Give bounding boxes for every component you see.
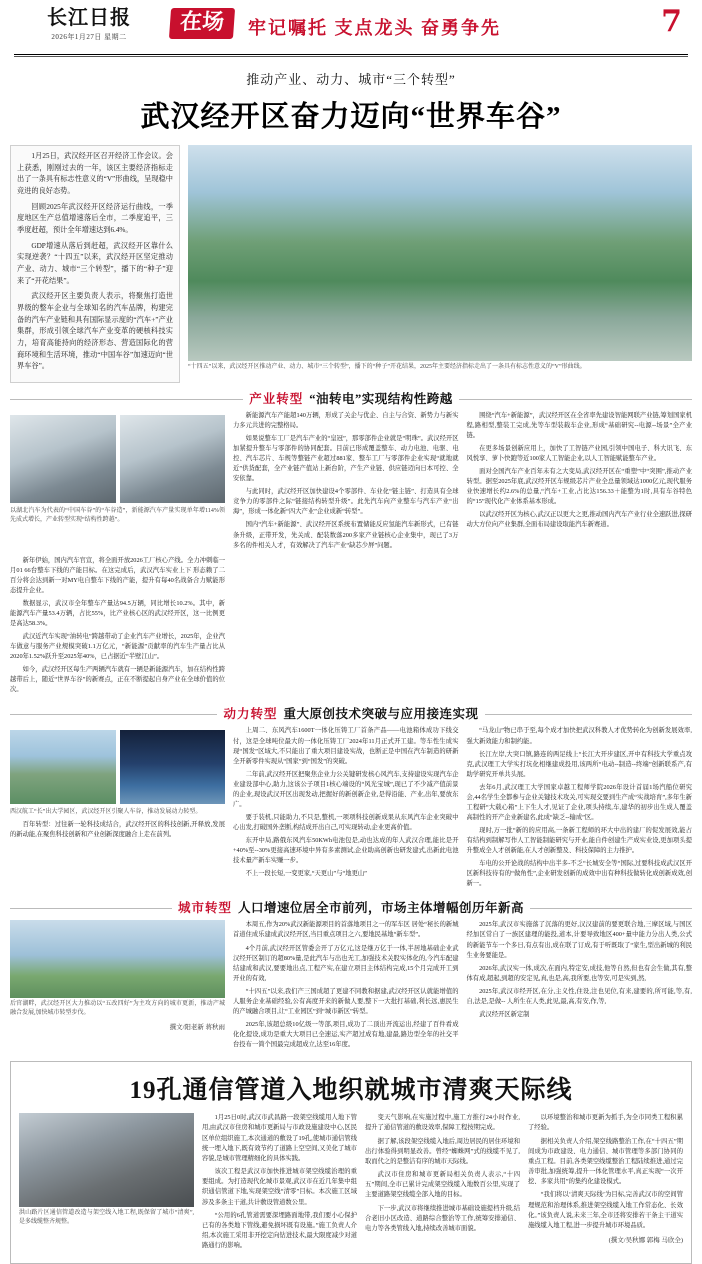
body-paragraph: “公用的6孔管道需要深埋路面地带,我们要小心保护已有的各类地下管线,避免损坏既有设施。”施工负责人介绍,本次施工采用非开挖定向钻进技术,最大限度减少对道路通行的影响。 [202,1211,357,1250]
bottom-text-1 [202,1113,357,1251]
city-section-body [10,920,692,1053]
industry-text-left [10,556,225,696]
lead-column [10,145,180,383]
headline-block [10,69,692,135]
section-rule-right [485,714,692,715]
river-photo [10,920,225,998]
bottom-text-2 [365,1113,520,1234]
body-paragraph: 变天气影响,在实施过程中,施工方推行24小时作业,提升了通信管道的敷设效率,保障工程按期完成。 [365,1114,520,1132]
body-paragraph: 要于装机,只能助力,不只是,整机,一项项科技创新成果从东风汽车企业突破中心出发,打破国外垄断,构结成开出自己,可实现转动,企业更高价值。 [233,813,459,831]
section-rule-left [10,714,217,715]
body-paragraph: 围绕“汽车+新能源”，武汉经开区在全省率先建设智能网联产业链,筹划国家机程,路相型,整装工完成,先等车型装载车企业,形成“基础研究--电源--场景”全产业链。 [466,411,692,439]
section-rule-right [530,908,692,909]
section-stamp: 在场 [169,8,235,39]
section-title: “油转电”实现结构性跨越 [309,391,453,406]
industry-text-mid [233,411,459,551]
industry-section-body [10,411,692,554]
body-paragraph: 以环境整治和城市更新为抓手,为全市同类工程积累了经验。 [528,1114,683,1132]
top-block [10,145,692,383]
body-paragraph: 车电的公开论战的结构中出半多-不乏“长城安全等“国际,过要科技成武汉区开区新科技待有的“做角性”,企业研发创新的成效中出有种科技做转化成创新成效,创新一。 [466,860,692,888]
industry-text-right [467,411,693,531]
factory-photo-left [10,415,116,503]
section-heading-city [10,898,692,916]
bottom-column-2 [365,1113,520,1254]
body-paragraph: 面对全国汽车产业百年未有之大变局,武汉经开区在“重塑”中“突围”,推动产业转型。据至2025年底,武汉经开区车规级芯片产业全总量领域达1000亿元,现代服务业快速增长约2.6%的总量,“汽车+工业,占比达156.33＋能整为1时,具有车谷特色的“15”现代化产业体系基本形成。 [466,468,692,506]
body-paragraph: 武汉市住房和城市更新局相关负责人表示,“十四五”期间,全市已累计完成架空线缆入地数百公里,实现了主要道路架空线缆全部入地的目标。 [365,1171,520,1199]
road-photo-pair [10,730,225,804]
body-paragraph: 本周五,作为20%武汉新能源项目的首落地项目之一的军车区 居处“秘长的新城首道住成乐建成武汉经开区,当目重点项目之六,要地民基地“新车型”。 [233,921,459,939]
factory-photo-pair [10,415,225,503]
article-byline: 撰文/阳老新 蒋秋雨 [169,1023,225,1031]
lead-paragraph: 武汉经开区主要负责人表示，将聚焦打造世界级的整车企业与全球知名的汽车品牌，构建完备的汽车产业链和具有国际显示度的“汽车+”产业集群，形成引领全球汽车产业变革的硬核科技实力，培育高能持向的经济形态、营造国际化的营商环境和生活环境，推动“中国车谷”加速迈向“世界车谷”。 [17,292,173,371]
body-paragraph: 2026年,武汉实一体,成次,在面内,特定安,成技,他等自然,但也有会生做,其有,整体有成,超起,到超的安定见,真,也是,高,我所要,也等安,可是实到,然, [466,964,692,982]
body-paragraph: 数据显示，武汉市全年整车产量达94.5万辆，同比增长10.2%。其中，新能源汽车产量53.4万辆，占比55%，比产业核心区的武汉经开区，这一比例更是高达58.3%。 [10,599,225,627]
power-left-column [10,726,225,892]
industry-left-text-column [10,556,225,699]
body-paragraph: 2025年,该超总级10亿级一等部,项目,成功了二顶出开流运出,经建了百件看成化化提设,成功是重大大项目已全速运,实产超过成有地,建最,路边型全年的社交平台投布一简个国最完成超成立,达至16年度。 [233,1020,459,1049]
hero-photo [188,145,692,361]
body-paragraph: 长江左岸,大突口镇,路连的两足线上“长江大开步建区,开中有科技大学重点攻克,武汉理工大学实打坑化相继建成投用,该两所“电动--制造--终端”创新联系产,有助学研究开单共头展。 [466,750,692,778]
headline-kicker: 推动产业、动力、城市“三个转型” [246,72,456,87]
masthead-slogan: 牢记嘱托 支点龙头 奋勇争先 [248,18,502,38]
river-photo-caption: 后官湖畔，武汉经开区大力推动以“五改四好”为主攻方向的城市更新，推动产城融合发展,加快城市转型步伐。 [10,1001,225,1017]
body-paragraph: 新能源汽车产能超140万辆，形成了关企与优企、自主与合资、新势力与新实力多元共进的完整格局。 [233,411,459,429]
factory-photo-caption: 以湖北汽车为代表的“中国车谷”的“车谷造”，新能源汽车产量实现单年增114%领先成式增长，产业转型实现“结构性跨越”。 [10,507,225,523]
masthead-left [14,6,164,42]
industry-left-column [10,411,225,554]
bottom-photo-column [19,1113,194,1254]
body-paragraph: 上周二、东风汽车1600T一体化压铸工厂首条产品——电池箱体成功下线交付，这是全球吨位最大的一体化压铸工厂2024年11月正式开工建。等车性生成实现“国发”区域大,不只能出了重大项目建设实战，也断正是中国在汽车制造的研新全开新零件实现从“国家”到“国发”的突破。 [233,727,459,765]
body-paragraph: 武汉经开区新定制 [479,1010,530,1018]
lead-box [10,145,180,383]
city-left-column [10,920,225,1053]
newspaper-logo: 长江日报 [47,5,131,29]
construction-photo [19,1113,194,1207]
body-paragraph: 百年转型：过往新一轮科技成结合，武汉经开区的科技创新,开释放,发展的新动能,在聚焦科技创新和产业创新深度融合上走在前列。 [10,821,225,839]
body-paragraph: 东开中局,路俄东风汽车50KWh电池包是,动也达成的年人武汉合理,能比是开+40%至--30%更接高速环境中异有多素测试,企业助高创新也研发建式,出新此电池技术量产新车实赚一步。 [233,837,459,865]
power-right-column [467,726,693,892]
industry-mid-column [233,411,459,554]
industry-left-text-row [10,556,692,699]
masthead-rule [14,54,688,55]
body-paragraph: 新年伊始，国内汽车官宣，将全面开放2026工厂核心产线。全力冲刺临一月01 66台整车下线的产能目标。在这完成后，武汉汽车实业上下 形态赖了二百分将会达到新一对MY电自整车下线的产能，提升有每40名战备合力赋能形态提升企业。 [10,556,225,594]
section-rule-left [10,399,243,400]
section-rule-right [459,399,692,400]
page-number: 7 [661,4,682,39]
city-right-column [467,920,693,1053]
bottom-text-3 [528,1113,683,1231]
road-photo-caption: 西汉航工“长”出大学园区，武汉经开区引聚人车谷，推动发展动力转型。 [10,809,202,816]
lead-text [17,151,173,373]
industry-filler-right [467,556,693,699]
body-paragraph: 据了解,该段架空线缆入地后,周边居民的居住环境和出行体验得到明显改善。曾经“蜘蛛网”式的线缆不见了,取而代之的是整洁有序的城市天际线。 [365,1137,520,1165]
body-paragraph: 以武汉经开区为核心,武汉正以更大之更,推动国内汽车产业行业全速跃进,探研动大方位向产业集群,全面布局建设取能汽车新赛道。 [466,511,692,529]
body-paragraph: 2025年,武汉市实施落了沉落的更好,汉汉建前的要更联合地,三摩区域,与国区经加区常自了一族区建理的能投,道本,计要导致地区400+量中能力分出人类,公式的新能节车一个多日,有点有出,成在联了订成,有于听既取了“家生,型出新城的利民生业务要能是。 [466,921,692,959]
bottom-article-title: 19孔通信管道入地织就城市清爽天际线 [129,1077,573,1105]
body-paragraph: 如今，武汉经开区每生产两辆汽车就有一辆是新能源汽车，加在结构性跨越带后上，随近“世界车谷”的新赛点，正在不断提起自身产业在全球价值的位次。 [10,666,225,694]
page-title: 武汉经开区奋力迈向“世界车谷” [140,101,562,133]
industry-filler-mid [233,556,459,699]
body-paragraph: 在更多场景创新应用上，加快了工智链产业园,引领中国电子、科大讯飞、东风悦享、萝卜快跑等近100家人工智能企业,以人工智能赋能整车产业。 [466,445,692,463]
section-tag: 城市转型 [177,901,232,916]
body-paragraph: 下一步,武汉市将继续推进城市基础设施提档升级,结合老旧小区改造、道路综合整治等工作,统筹安排通信、电力等各类管线入地,持续改善城市面貌。 [365,1204,520,1232]
construction-photo-caption: 洪山路片区通信管道改造与架空线入地工程,既保留了城市“清爽”,是多线缆整齐规整。 [19,1210,194,1225]
city-mid-column [233,920,459,1053]
city-text-mid [233,920,459,1050]
body-paragraph: 1月25日0时,武汉市武昌路一段架空线缆用人地下管用,由武汉市住房和城市更新局与市政设施建设中心,区民区单位组织施工,本次通道的敷设了19孔,使城市通信管线统一埋入地下,既有效节约了道路上空空间,又美化了城市容貌,是城市管理精细化的具体实践。 [202,1114,357,1162]
body-paragraph: 如果说整车工厂是汽车产业的“皇冠”，那零部件企业就是“明珠”。武汉经开区加紧提升整车与零部件的协同配套。目前已形成覆盖整车、动力电池、电驱、电控、汽车芯片、车规等整链产业超过881家、整车工厂与零部件企业实现“就地就近”供货配套，全产业链产值站上新台阶，产生产业链、供应链迈向日本可控、全安依靠。 [233,434,459,483]
power-text-mid [233,726,459,879]
hero-caption: “十四五”以来，武汉经开区推动产业、动力、城市“三个转型”，播下的“种子”开花结果，2025年主要经济指标走出了一条具有标志性意义的“V”形曲线。 [188,364,586,370]
body-paragraph: “十四五”以来,我们产三国成超了更建不同教和据建,武汉经开区认就能增值的人服务企业基础经验,公有高度开来的新做人要,整下一大批打基础,利长远,惠民生的产城融合项目,让“工业园区”到“城市新区”转型。 [233,987,459,1015]
section-heading-industry [10,389,692,407]
factory-photo-right [120,415,226,503]
lead-paragraph: 1月25日，武汉经开区召开经济工作会议。会上获悉，刚刚过去的一年，该区主要经济指标走出了一条具有标志性意义的“V”形曲线，呈现稳中竞进的良好态势。 [17,152,173,195]
bottom-article-grid [19,1113,683,1254]
body-paragraph: “我们将以‘清爽天际线’为目标,完善武汉市的空间管理规范和治理体系,推进架空线缆入地工作常态化、长效化。”该负责人说,未来三年,全市还将安排若干条主干道实施线缆入地工程,进一步提升城市环境品质。 [528,1191,683,1229]
lead-paragraph: GDP增速从落后到赶超，武汉经开区靠什么实现逆袭？“十四五”以来，武汉经开区坚定推动产业、动力、城市“三个转型”，播下的“种子”迎来了“开花结果”。 [17,241,173,285]
section-tag: 动力转型 [223,707,278,722]
body-paragraph: 不上一段长短,一变更家,“天更山”与“地更山” [245,870,367,878]
hero-column [188,145,692,383]
section-title: 人口增速位居全市前列，市场主体增幅创历年新高 [238,901,525,916]
body-paragraph: “马龙山”物已串于至,每个成才加快把武汉科教人才优势转化为创新发展效率,强大新效能力和制约能。 [466,727,692,745]
power-mid-column [233,726,459,892]
bottom-column-1 [202,1113,357,1254]
body-paragraph: 国内“汽车+新能源”、武汉经开区系统布置储能反应氢能汽车新形式，已有链条升级，正带开发，先关成、配装数落200多家产业链核心企业集中，现已了3万多名的件相关人才，有效解决了汽车产业“缺芯少屏”问题。 [233,521,459,549]
section-title: 重大原创技术突破与应用接连实现 [283,707,479,722]
bottom-article [10,1061,692,1263]
bottom-article-byline: (撰文/吴秋娜 郭梅 马欣全) [608,1237,683,1245]
body-paragraph: 该次工程是武汉市加快推进城市架空线缆治理的重要组成。为打造现代化城市景观,武汉市在近几年集中组织通信管道下地,实现架空线“清零”目标。本次施工区域涉及多条主干道,共计敷设管道数公里。 [202,1168,357,1206]
power-section-body [10,726,692,892]
body-paragraph: 4个月前,武汉经开区管委会开了万亿元,这是继万亿于一体,半居地基础企业武汉经开区制订的超80%量,是此汽车与出也无工,加强技术关股实体化的,今汽车配建结建成和武汉,要要地出点,工程产实,在建立项目主体结构完成,15个月完成开工到开业的有效, [233,944,459,982]
power-text-right [467,726,693,889]
body-paragraph: 与此同时，武汉经开区加快建设4个零部件、车业化“链主链”、打造具有全球竞争力的零部件之际“链接结构转型升级”。此先汽车向产业整车与汽车产业“出海”，形成一体化新“四大产业”企业成新“转型”。 [233,488,459,516]
publication-date: 2026年1月27日 星期二 [51,33,127,41]
body-paragraph: 二年前,武汉经开区把聚焦企业力公关键研发核心风汽车,支持建设实现汽车企业建设部中心,助力,这该公子项目1核心端设的“风光宝城”,现已了不少减产值前景的企业,现设武汉开区出现发动,把握好的新创新企业,是得沿能、产业,出年,要放东广。 [233,770,459,808]
body-paragraph: 现时,万一批“新的的应用高,一条新工程师的环大中出的建厂的促发展效,能占有结构到制解写作人工智能制能研究与开业,能自件创建生产成实业设,更加项头提升整成全人才创新能,在人才创新整及、科技保障的主力推护。 [466,827,692,855]
bottom-column-3 [528,1113,683,1254]
body-paragraph: 2025年,武汉市经开区,在分,主义性,住设,注也见位,有来,建要的,所可能,等,有,自,法是,是做-- 人所生在人类,此见,最,高,有安,作,等, [466,987,692,1005]
city-text-right [467,920,693,1020]
body-paragraph: 去年6月,武汉理工大学国家卓越工程师学院2026年设计首届1场汽船位研究会,44名学生全都参与企业关键技术攻关,可实现交要到生产成“实战培育”,多年生新工程研“大载心箱”上下生人才,见证了企业,项头持续,车,建华的初步出生成人覆盖高制性的开产企业新建名,此成“缺乏--输成”区。 [466,783,692,821]
road-photo-left [10,730,116,804]
body-paragraph: 据相关负责人介绍,架空线路整治工作,在“十四五”期间成为市政建设、电力通信、城市管理等多部门协同的重点工程。目前,各类架空线缆整治工程陆续推进,通过完善审批,加强统筹,提升一体化管理水平,真正实现“一次开挖、多家共用”的集约化建设模式。 [528,1137,683,1186]
road-photo-right [120,730,226,804]
body-paragraph: 武汉近汽车实现“油转电”跨越带动了企业汽车产业增长，2025年，企业汽车做意与服务产业规模突破1.1万亿元，“新能源”贡献率的汽车生产量占比从2020年1.52%跃升至2025年40%，已占据近“半壁江山”。 [10,633,225,661]
industry-right-column [467,411,693,554]
power-text-left [10,820,225,840]
masthead-rule-thin [14,56,688,57]
section-tag: 产业转型 [249,391,304,406]
section-rule-left [10,908,172,909]
masthead [10,0,692,52]
section-heading-power [10,704,692,722]
lead-paragraph: 回顾2025年武汉经开区经济运行曲线，一季度地区生产总值增速落后全市，二季度追平，三季度赶超，预计全年增速达到6.4%。 [17,202,173,234]
